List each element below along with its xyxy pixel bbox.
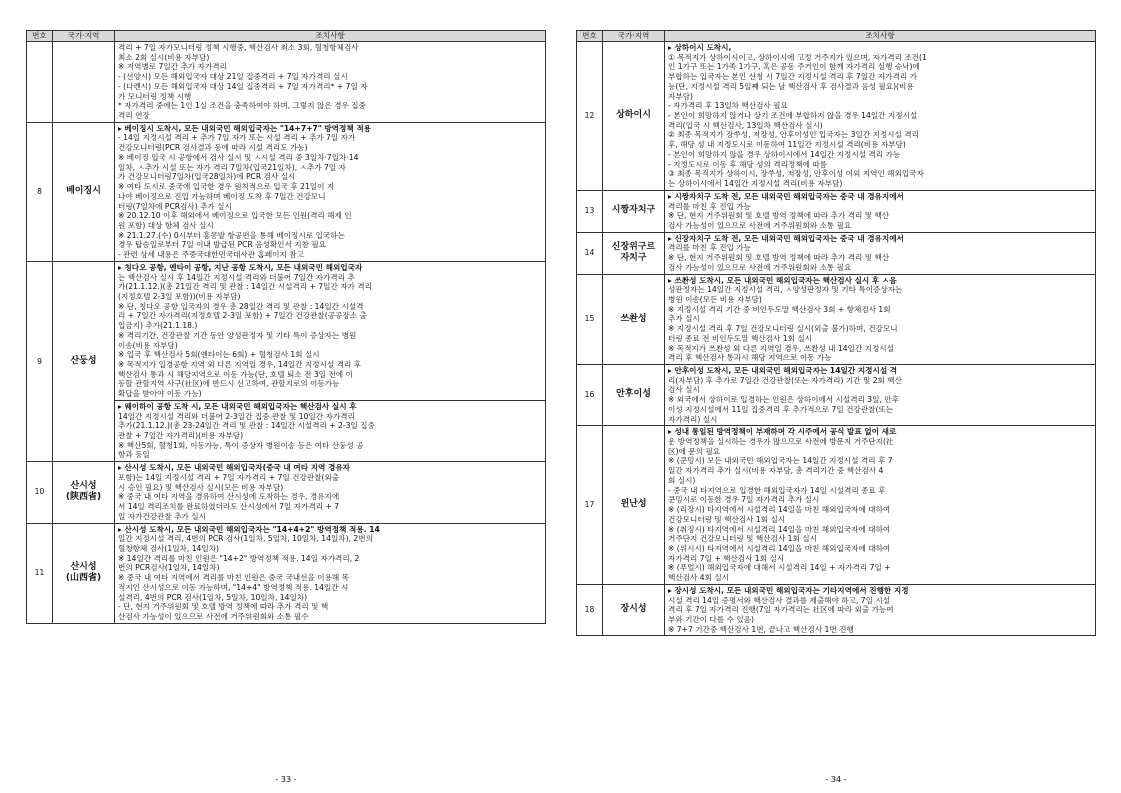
measure-line: - 자가격리 후 13일차 핵산검사 필요	[668, 101, 788, 111]
measure-line: * 자가격리 중에는 1인 1실 조건을 충족하여야 하며, 그렇지 않은 경우 집중	[118, 101, 366, 111]
measure-line: ※ 7+7 기간중 핵산검사 1번, 끝나고 핵산검사 1번 진행	[668, 624, 854, 634]
measure-line: - 단, 현지 거주위원회 및 호텔 방역 정책에 따라 추가 격리 및 핵	[118, 602, 329, 612]
row-measures	[665, 584, 1096, 636]
measure-line: ※ 지정시설 격리 기간 중 비인두도말 핵산검사 3회 + 항체검사 1회	[668, 304, 891, 314]
measure-line: ※ 21.1.27.(수) 0시부터 홍콩발 항공편을 통해 베이징시로 입국하는	[118, 230, 345, 240]
row-measures	[665, 365, 1096, 426]
measure-line: 원 포함) 대상 항체 검사 실시	[118, 220, 214, 230]
row-region: 산시성 (陕西省)	[53, 462, 115, 523]
measure-line: 경우 탑승일로부터 7일 이내 발급된 PCR 음성확인서 지참 필요	[118, 240, 327, 250]
measure-line: - 중국 내 타지역으로 입경한 해외입국자가 14일 시설격리 종료 후	[668, 485, 886, 495]
measure-line: ▸ 신장자치구 도착 전, 모든 내외국민 해외입국자는 중국 내 경유지에서	[668, 233, 904, 243]
section-divider	[115, 400, 545, 401]
measure-line: ※ 베이징 입국 시 공항에서 검사 실시 및 ㅅ시설 격리 중 3일차·7일차·14	[118, 152, 359, 162]
table-row	[27, 462, 546, 523]
measure-line: 추가 실시	[668, 314, 700, 324]
measure-line: 터링(7일차에 PCR검사) 추가 실시	[118, 201, 232, 211]
measure-line: 동할 관할지역 사구(社区)에 반드시 신고하여, 관할지로의 이동가능	[118, 379, 340, 389]
row-region: 베이징시	[53, 122, 115, 261]
measure-line: 성판정자는 14일간 지정시설 격리, ㅅ양성판정자 및 기타 특이증상자는	[668, 285, 903, 295]
measure-line: ▸ 상하이시 도착시,	[668, 43, 732, 52]
measure-line: ▸ 베이징시 도착시, 모든 내외국민 해외입국자는 "14+7+7" 방역정책 적용	[118, 123, 372, 133]
measure-line: - 14일 지정시설 격리 + 추가 7일 자가 또는 시설 격리 + 추가 7일 자가	[118, 133, 356, 143]
measure-line: ▸ 웨이하이 공항 도착 시, 모든 내외국민 해외입국자는 핵산검사 실시 후	[118, 401, 357, 411]
measure-line: 확답을 받아야 이동 가능)	[118, 389, 202, 399]
row-number: 17	[577, 426, 603, 585]
table-header	[27, 31, 546, 42]
measure-line: 추가(21.1.12.)(총 23-24일간 격리 및 관찰 : 14일간 시설격리 + 2-3일 집중	[118, 421, 375, 431]
measure-line: - 지정도시로 이동 후 해당 성의 격리정책에 따름	[668, 159, 828, 169]
measure-line: 혈청항체 검사(1일차, 14일차)	[118, 543, 220, 553]
measure-line: ※ (푸얼시) 해외입국자에 대해서 시설격리 14일 + 자가격리 7일 +	[668, 563, 891, 573]
measure-line: 검사 가능성이 있으므로 사전에 거주위원회와 소통 필요	[668, 262, 852, 272]
measure-line: 설격리, 4번의 PCR 검사(1일차, 5일차, 10일차, 14일차)	[118, 592, 308, 602]
measure-line: ① 목적지가 상하이시이고, 상하이시에 고정 거주지가 있으며, 자가격리 조건(1	[668, 52, 927, 62]
measure-line: ▸ 쓰촨성 도착시, 모든 내외국민 해외입국자는 핵산검사 실시 후 ㅅ음	[668, 275, 897, 285]
measure-line: ※ (쿤밍시) 모든 내외국민 해외입국자는 14일간 지정시설 격리 후 7	[668, 456, 893, 466]
measure-line: - (선양시) 모든 해외입국자 대상 21일 집중격리 + 7일 자가격리 실시	[118, 72, 348, 82]
measure-line: 자가격리) 실시	[668, 414, 718, 424]
measure-line: ※ (취징시) 타지역에서 시설격리 14일을 마친 해외입국자에 대하여	[668, 524, 891, 534]
measure-line: 격리 + 7일 자가모니터링 정책 시행중, 핵산검사 최소 3회, 혈청항체검사	[118, 43, 359, 52]
table-body	[27, 42, 546, 624]
measure-line: 산검사 가능성이 있으므로 사전에 거주위원회와 소통 필수	[118, 611, 309, 621]
measure-line: 이송(비용 자부담)	[118, 340, 178, 350]
measure-line: 가(21.1.12.)(총 21일간 격리 및 관찰 : 14일간 시설격리 + 7일간 자가 격리	[118, 282, 372, 292]
table-row	[27, 261, 546, 461]
header-num: 번호	[27, 31, 53, 42]
measure-line: 부합하는 입국자는 본인 신청 시 7일간 지정시설 격리 후 7일간 자가격리 가	[668, 72, 917, 82]
measure-line: ※ 입국 후 핵산검사 5회(옌타이는 6회) + 혈청검사 1회 실시	[118, 350, 320, 360]
measure-line: 검사 실시	[668, 385, 700, 395]
measure-line: 회 실시)	[668, 475, 696, 485]
measure-line: 리 + 7일간 자가격리(지정호텔 2-3일 포함) + 7일간 건강관찰(공공장소 출	[118, 311, 367, 321]
measure-line: ▸ 시짱자치구 도착 전, 모든 내외국민 해외입국자는 중국 내 경유지에서	[668, 191, 904, 201]
measure-line: 14일간 지정시설 격리와 더불어 2-3일간 집중 관찰 및 10일간 자가격리	[118, 411, 355, 421]
measure-line: 포함)는 14일 지정시설 격리 + 7일 자가격리 + 7일 건강관찰(외출	[118, 472, 340, 482]
measure-line: 시 승인 필요) 및 핵산검사 실시(모든 비용 자부담)	[118, 482, 284, 492]
row-region: 시짱자치구	[603, 190, 665, 232]
row-region: 안후이성	[603, 365, 665, 426]
measure-line: 항과 동일	[118, 450, 150, 460]
row-number: 11	[27, 523, 53, 623]
measure-line: 서 14일 격리조치를 완료하였더라도 산시성에서 7일 자가격리 + 7	[118, 502, 340, 512]
measure-line: ▸ 산시성 도착시, 모든 내외국민 해외입국자는 "14+4+2" 방역정책 적용. 14	[118, 524, 380, 534]
header-region: 국가·지역	[53, 31, 115, 42]
measure-line: 핵산검사 통과 시 해당지역으로 이동 가능(단, 호텔 퇴소 전 3일 전에 이	[118, 369, 353, 379]
header-num: 번호	[577, 31, 603, 42]
measure-line: 격리 후 7일 자가격리 진행(7일 자가격리는 社区에 따라 외출 가능여	[668, 605, 894, 615]
measure-line: ※ 목적지가 입경공항 지역 외 다른 지역일 경우, 14일간 지정시설 격리 후	[118, 360, 362, 369]
measure-line: 격리(입국 시 핵산검사, 13일차 핵산검사 실시)	[668, 120, 823, 130]
measure-line: ※ (위시시) 타지역에서 시설격리 14일을 마친 해외입국자에 대하여	[668, 543, 891, 553]
measure-line: 입금지) 추가(21.1.18.)	[118, 321, 198, 331]
table-row	[27, 122, 546, 261]
row-region: 신장위구르 자치구	[603, 232, 665, 274]
measure-line: 터링 종료 전 비인두도말 핵산검사 1회 실시	[668, 333, 813, 343]
measure-line: 区)에 문의 필요	[668, 446, 721, 456]
measure-line: ※ 14일간 격리를 마친 인원은 "14+2" 방역정책 적용. 14일 자가격리, 2	[118, 553, 360, 563]
row-measures	[115, 261, 546, 461]
table-body	[577, 42, 1096, 636]
measure-line: 일 자가건강관찰 추가 실시	[118, 511, 206, 521]
measure-line: ▸ 성내 통일된 방역정책이 부재하며 각 시주에서 공식 발표 없이 새로	[668, 427, 897, 437]
page-33	[26, 30, 546, 784]
header-region: 국가·지역	[603, 31, 665, 42]
row-measures	[665, 274, 1096, 364]
table-header	[577, 31, 1096, 42]
page-34	[576, 30, 1096, 784]
measure-line: 운 방역정책을 실시하는 경우가 많으므로 사전에 방문지 거주단지(社	[668, 437, 894, 447]
measure-line: 적지인 산시성으로 이동 가능하며, "14+4" 방역정책 적용. 14일간 시	[118, 582, 349, 592]
measure-line: 관찰 + 7일간 자가격리)(비용 자부담)	[118, 431, 244, 441]
row-region	[53, 42, 115, 123]
measure-line: - (다롄시) 모든 해외입국자 대상 14일 집중격리 + 7일 자가격리* + 7일 자	[118, 81, 368, 91]
row-number: 12	[577, 42, 603, 191]
measure-line: 자부담)	[668, 91, 693, 101]
measure-line: 일간 지정시설 격리, 4번의 PCR 검사(1일차, 5일차, 10일차, 14일차), 2번의	[118, 534, 373, 544]
row-region: 쓰촨성	[603, 274, 665, 364]
row-measures	[665, 42, 1096, 191]
measure-line: - 본인이 희망하지 않거나 상기 조건에 부합하지 않을 경우 14일간 지정시설	[668, 111, 918, 121]
row-measures	[115, 42, 546, 123]
row-number: 9	[27, 261, 53, 461]
table-row	[577, 274, 1096, 364]
measure-line: 격리를 마친 후 진입 가능	[668, 201, 752, 211]
measure-line: 가 모니터링 정책 시행	[118, 91, 192, 101]
measure-line: 나야 베이징으로 진입 가능하며 베이징 도착 후 7일간 건강모니	[118, 191, 326, 201]
header-measures: 조치사항	[665, 31, 1096, 42]
table-row	[577, 190, 1096, 232]
measure-line: ▸ 장시성 도착시, 모든 내외국민 해외입국자는 기타지역에서 진행한 지정	[668, 585, 909, 595]
row-number: 18	[577, 584, 603, 636]
row-region: 산시성 (山西省)	[53, 523, 115, 623]
measure-line: ※ 단, 현지 거주위원회 및 호텔 방역 정책에 따라 추가 격리 및 핵산	[668, 253, 890, 263]
row-measures	[665, 232, 1096, 274]
table-row	[577, 42, 1096, 191]
measure-line: 거주단지 건강모니터링 및 핵산검사 1회 실시	[668, 534, 817, 544]
row-measures	[665, 190, 1096, 232]
measure-line: 일차, ㅅ추가 시설 또는 자가 격리 7일차(입국21일차), ㅅ추가 7일 자	[118, 162, 346, 172]
measure-line: ※ 중국 내 여타 지역에서 격리를 마친 인원은 중국 국내선을 이용해 목	[118, 573, 349, 583]
measure-line: ※ 목적지가 쓰촨성 외 다른 지역일 경우, 쓰촨성 내 14일간 지정시설	[668, 343, 894, 353]
measure-line: - 관련 상세 내용은 주중국대한민국대사관 홈페이지 참고	[118, 250, 304, 260]
measure-line: 격리 후 핵산검사 통과시 해당 지역으로 이동 가능	[668, 353, 832, 363]
row-region: 산둥성	[53, 261, 115, 461]
measure-line: ※ 격리기간, 건강관찰 기간 동안 양성판정자 및 기타 특이 증상자는 병원	[118, 330, 357, 340]
measure-line: ※ 지역별로 7일간 추가 자가격리	[118, 62, 227, 72]
row-number: 8	[27, 122, 53, 261]
measure-line: 능(단, 지정시설 격리 5일째 되는 날 핵산검사 후 검사결과 음성 필요)(비용	[668, 81, 914, 91]
measure-line: ※ 중국 내 여타 지역을 경유하여 산시성에 도착하는 경우, 경유지에	[118, 492, 340, 502]
measure-line: ※ 여타 도시로 중국에 입국한 경우 원칙적으로 입국 후 21일이 지	[118, 182, 335, 192]
row-measures	[665, 426, 1096, 585]
measure-line: 는 핵산검사 실시 후 14일간 지정시설 격리와 더불어 7일간 자가격리 추	[118, 272, 355, 282]
row-measures	[115, 122, 546, 261]
measure-line: 는 상하이시에서 14일간 지정시설 격리(비용 자부담)	[668, 179, 843, 189]
measure-line: 쿤밍시로 이동한 경우 7일 자가격리 추가 실시	[668, 495, 820, 505]
row-region: 윈난성	[603, 426, 665, 585]
table-row	[27, 523, 546, 623]
row-number: 13	[577, 190, 603, 232]
measure-line: ※ (리장시) 타지역에서 시설격리 14일을 마친 해외입국자에 대하여	[668, 505, 891, 515]
measure-line: 자가격리 7일 + 핵산검사 1회 실시	[668, 553, 785, 563]
measure-line: 인 1가구 또는 1가족 1가구, 혹은 공동 주거인이 함께 자가격리 실행 승낙)에	[668, 62, 920, 72]
row-measures	[115, 462, 546, 523]
measure-line: 리(자부담) 후 추가로 7일간 건강관찰(또는 자가격리) 기간 및 2회 핵산	[668, 375, 902, 385]
measure-line: 건강모니터링(PCR 검사결과 등에 따라 시설 격리도 가능)	[118, 143, 308, 153]
measure-line: 가 건강모니터링7일차(입국28일차)에 PCR 검사 실시	[118, 172, 296, 182]
row-number: 15	[577, 274, 603, 364]
measure-line: ※ 20.12.10 이후 해외에서 베이징으로 입국한 모든 인원(격리 해제 인	[118, 211, 352, 221]
row-region: 장시성	[603, 584, 665, 636]
table-row	[577, 584, 1096, 636]
table-row	[27, 42, 546, 123]
measure-line: (지정호텔 2-3일 포함))(비용 자부담)	[118, 291, 241, 301]
row-number: 16	[577, 365, 603, 426]
measure-line: - 본인이 희망하지 않을 경우 상하이시에서 14일간 지정시설 격리 가능	[668, 149, 901, 159]
measure-line: ※ 핵산5회, 혈청1회, 이동가능, 특이 증상자 병원이송 등은 여타 산둥성 공	[118, 440, 364, 450]
measure-line: 시설 격리 14일 증명서와 핵산검사 결과를 제출해야 하고, 7일 시설	[668, 595, 891, 605]
measure-line: ▸ 산시성 도착시, 모든 내외국민 해외입국자(중국 내 여타 지역 경유자	[118, 463, 351, 473]
measure-line: 부와 기간이 다를 수 있음)	[668, 614, 754, 624]
measure-line: ※ 단, 현지 거주위원회 및 호텔 방역 정책에 따라 추가 격리 및 핵산	[668, 211, 890, 221]
measure-line: 일간 자가격리 추가 실시(비용 자부담, 총 격리기간 중 핵산검사 4	[668, 466, 884, 476]
measure-line: ▸ 칭다오 공항, 옌타이 공항, 지난 공항 도착시, 모든 내외국민 해외입국자	[118, 262, 363, 272]
row-number: 10	[27, 462, 53, 523]
table-row	[577, 426, 1096, 585]
measure-line: 후, 해당 성 내 지정도시로 이동하여 11일간 지정시설 격리(비용 자부담)	[668, 140, 906, 150]
row-measures	[115, 523, 546, 623]
measure-line: ※ 외국에서 상하이로 입경하는 인원은 상하이에서 시설격리 3일, 안후	[668, 395, 899, 405]
measure-line: ③ 최종 목적지가 상하이시, 장쑤성, 저장성, 안후이성 이외 지역인 해외입국자	[668, 169, 924, 179]
measure-line: 이성 지정시설에서 11일 집중격리 후 추가적으로 7일 건강관찰(또는	[668, 404, 894, 414]
page-number: - 33 -	[275, 775, 297, 784]
measure-line: ※ 단, 칭다오 공항 입국자의 경우 총 28일간 격리 및 관찰 : 14일간 시설격	[118, 301, 364, 311]
measure-line: ② 최종 목적지가 장쑤성, 저장성, 안후이성인 입국자는 3일간 지정시설 격리	[668, 130, 919, 140]
measure-line: 번의 PCR검사(1일차, 14일차)	[118, 563, 220, 573]
measure-line: ▸ 안후이성 도착시, 모든 내외국민 해외입국자는 14일간 지정시설 격	[668, 366, 898, 375]
measure-line: 최소 2회 실시(비용 자부담)	[118, 52, 210, 62]
measure-line: 건강모니터링 및 핵산검사 1회 실시	[668, 514, 786, 524]
measure-line: ※ 지정시설 격리 후 7일 건강모니터링 실시(외출 불가)하며, 건강모니	[668, 324, 898, 334]
measure-line: 격리를 마친 후 진입 가능	[668, 243, 752, 253]
measures-table-34	[576, 30, 1096, 636]
table-row	[577, 232, 1096, 274]
measure-line: 격리 연장	[118, 111, 150, 121]
page-number: - 34 -	[825, 775, 847, 784]
measure-line: 병원 이송(모든 비용 자부담)	[668, 294, 762, 304]
row-number: 14	[577, 232, 603, 274]
row-number	[27, 42, 53, 123]
measure-line: 핵산검사 4회 실시	[668, 573, 730, 583]
measures-table-33	[26, 30, 546, 624]
header-measures: 조치사항	[115, 31, 546, 42]
measure-line: 검사 가능성이 있으므로 사전에 거주위원회와 소통 필요	[668, 220, 852, 230]
table-row	[577, 365, 1096, 426]
row-region: 상하이시	[603, 42, 665, 191]
